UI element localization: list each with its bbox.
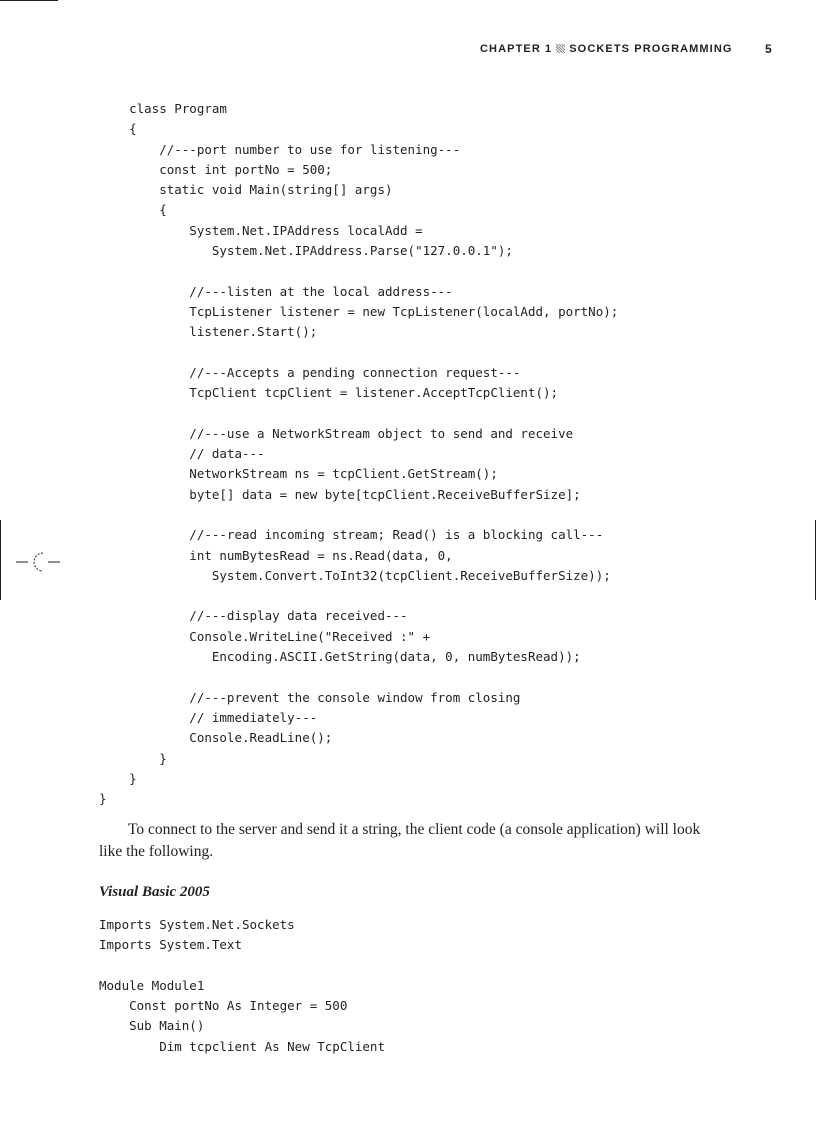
section-subheading: Visual Basic 2005 xyxy=(99,884,210,900)
code-line: TcpClient tcpClient = listener.AcceptTcpClient(); xyxy=(99,385,559,401)
code-line: byte[] data = new byte[tcpClient.ReceiveBufferSize]; xyxy=(99,486,581,502)
registration-mark-icon xyxy=(16,548,60,576)
code-line: //---prevent the console window from closing xyxy=(99,689,521,705)
code-line: listener.Start(); xyxy=(99,324,318,340)
code-line: Imports System.Net.Sockets xyxy=(99,917,295,932)
code-line: Console.WriteLine("Received :" + xyxy=(99,628,431,644)
code-line: Module Module1 xyxy=(99,977,205,993)
code-line: //---display data received--- xyxy=(99,608,408,624)
code-line: // data--- xyxy=(99,446,265,462)
code-line xyxy=(99,586,618,606)
code-listing-csharp xyxy=(99,99,618,809)
code-listing-vb xyxy=(99,915,385,1057)
code-line: //---read incoming stream; Read() is a blocking call--- xyxy=(99,527,604,543)
code-line xyxy=(99,261,618,281)
code-line: //---use a NetworkStream object to send and receive xyxy=(99,425,574,441)
code-line: Imports System.Text xyxy=(99,937,242,953)
code-line: System.Net.IPAddress localAdd = xyxy=(99,222,423,238)
code-line xyxy=(99,667,618,687)
code-line: // immediately--- xyxy=(99,709,318,725)
code-line: //---listen at the local address--- xyxy=(99,283,453,299)
code-line: NetworkStream ns = tcpClient.GetStream(); xyxy=(99,466,498,482)
code-line: { xyxy=(99,121,137,137)
code-line: class Program xyxy=(99,101,227,116)
separator-square-icon xyxy=(556,44,565,53)
code-line: { xyxy=(99,202,167,218)
code-line xyxy=(99,505,618,525)
code-line xyxy=(99,343,618,363)
code-line: //---Accepts a pending connection request--- xyxy=(99,364,521,380)
code-line: Dim tcpclient As New TcpClient xyxy=(99,1038,385,1054)
body-paragraph: To connect to the server and send it a string, the client code (a console application) will look like the following. xyxy=(99,821,701,860)
code-line: Sub Main() xyxy=(99,1018,205,1034)
code-line xyxy=(99,956,385,976)
code-line: //---port number to use for listening--- xyxy=(99,141,461,157)
code-line: const int portNo = 500; xyxy=(99,161,333,177)
code-line: int numBytesRead = ns.Read(data, 0, xyxy=(99,547,453,563)
page-number: 5 xyxy=(765,42,772,56)
code-line: Console.ReadLine(); xyxy=(99,730,333,746)
code-line xyxy=(99,403,618,423)
chapter-title: SOCKETS PROGRAMMING xyxy=(569,43,733,55)
code-line: } xyxy=(99,770,137,786)
code-line: } xyxy=(99,750,167,766)
code-line: System.Convert.ToInt32(tcpClient.ReceiveBufferSize)); xyxy=(99,567,611,583)
code-line: System.Net.IPAddress.Parse("127.0.0.1"); xyxy=(99,243,513,259)
chapter-label: CHAPTER 1 xyxy=(480,43,553,55)
crop-mark-left xyxy=(0,520,1,600)
code-line: static void Main(string[] args) xyxy=(99,182,393,198)
running-head xyxy=(480,43,733,55)
code-line: Const portNo As Integer = 500 xyxy=(99,998,348,1014)
crop-mark-top xyxy=(0,0,58,1)
code-line: TcpListener listener = new TcpListener(localAdd, portNo); xyxy=(99,303,619,319)
code-line: } xyxy=(99,791,107,807)
code-line: Encoding.ASCII.GetString(data, 0, numBytesRead)); xyxy=(99,649,581,665)
